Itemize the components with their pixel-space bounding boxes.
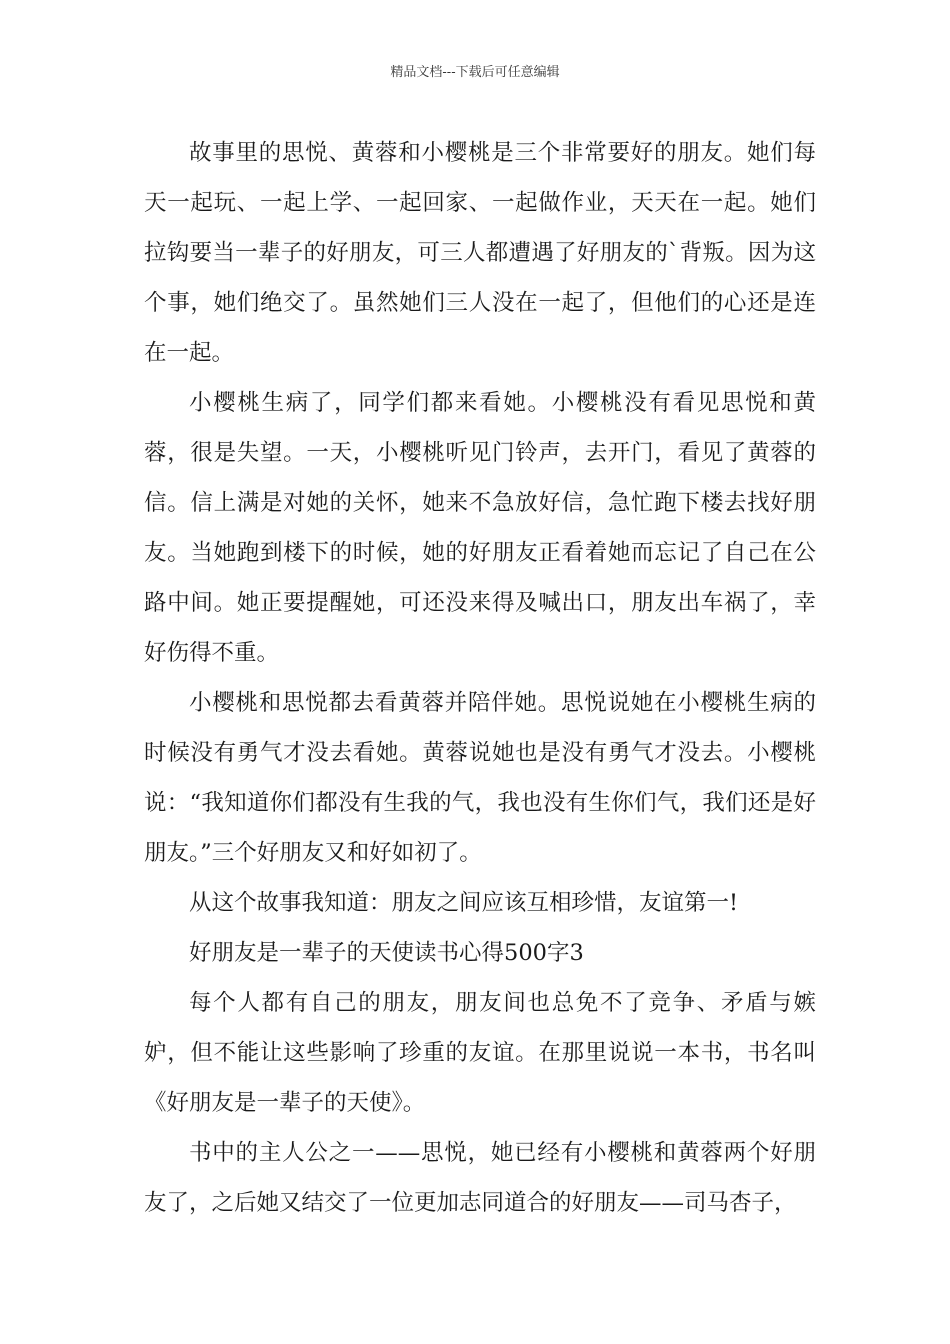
paragraph-4: 从这个故事我知道：朋友之间应该互相珍惜，友谊第一! xyxy=(189,890,739,916)
paragraph-3: 小樱桃和思悦都去看黄蓉并陪伴她。思悦说她在小樱桃生病的时候没有勇气才没去看她。黄蓉说她也是没有勇气才没去。小樱桃说：“我知道你们都没有生我的气，我也没有生你们气，我们还是好朋友。”三个好朋友又和好如初了。 xyxy=(144,690,816,866)
paragraph-6: 书中的主人公之一——思悦，她已经有小樱桃和黄蓉两个好朋友了，之后她又结交了一位更加志同道合的好朋友——司马杏子， xyxy=(144,1140,816,1216)
document-body xyxy=(144,128,816,1228)
page-header: 精品文档---下载后可任意编辑 xyxy=(390,65,560,80)
section-heading: 好朋友是一辈子的天使读书心得500字3 xyxy=(189,940,584,966)
paragraph-5: 每个人都有自己的朋友，朋友间也总免不了竞争、矛盾与嫉妒，但不能让这些影响了珍重的友谊。在那里说说一本书，书名叫《好朋友是一辈子的天使》。 xyxy=(144,990,816,1116)
paragraph-2: 小樱桃生病了，同学们都来看她。小樱桃没有看见思悦和黄蓉，很是失望。一天，小樱桃听见门铃声，去开门，看见了黄蓉的信。信上满是对她的关怀，她来不急放好信，急忙跑下楼去找好朋友。当她跑到楼下的时候，她的好朋友正看着她而忘记了自己在公路中间。她正要提醒她，可还没来得及喊出口，朋友出车祸了，幸好伤得不重。 xyxy=(144,390,816,666)
paragraph-1: 故事里的思悦、黄蓉和小樱桃是三个非常要好的朋友。她们每天一起玩、一起上学、一起回家、一起做作业，天天在一起。她们拉钩要当一辈子的好朋友，可三人都遭遇了好朋友的`背叛。因为这个事，她们绝交了。虽然她们三人没在一起了，但他们的心还是连在一起。 xyxy=(144,140,816,366)
